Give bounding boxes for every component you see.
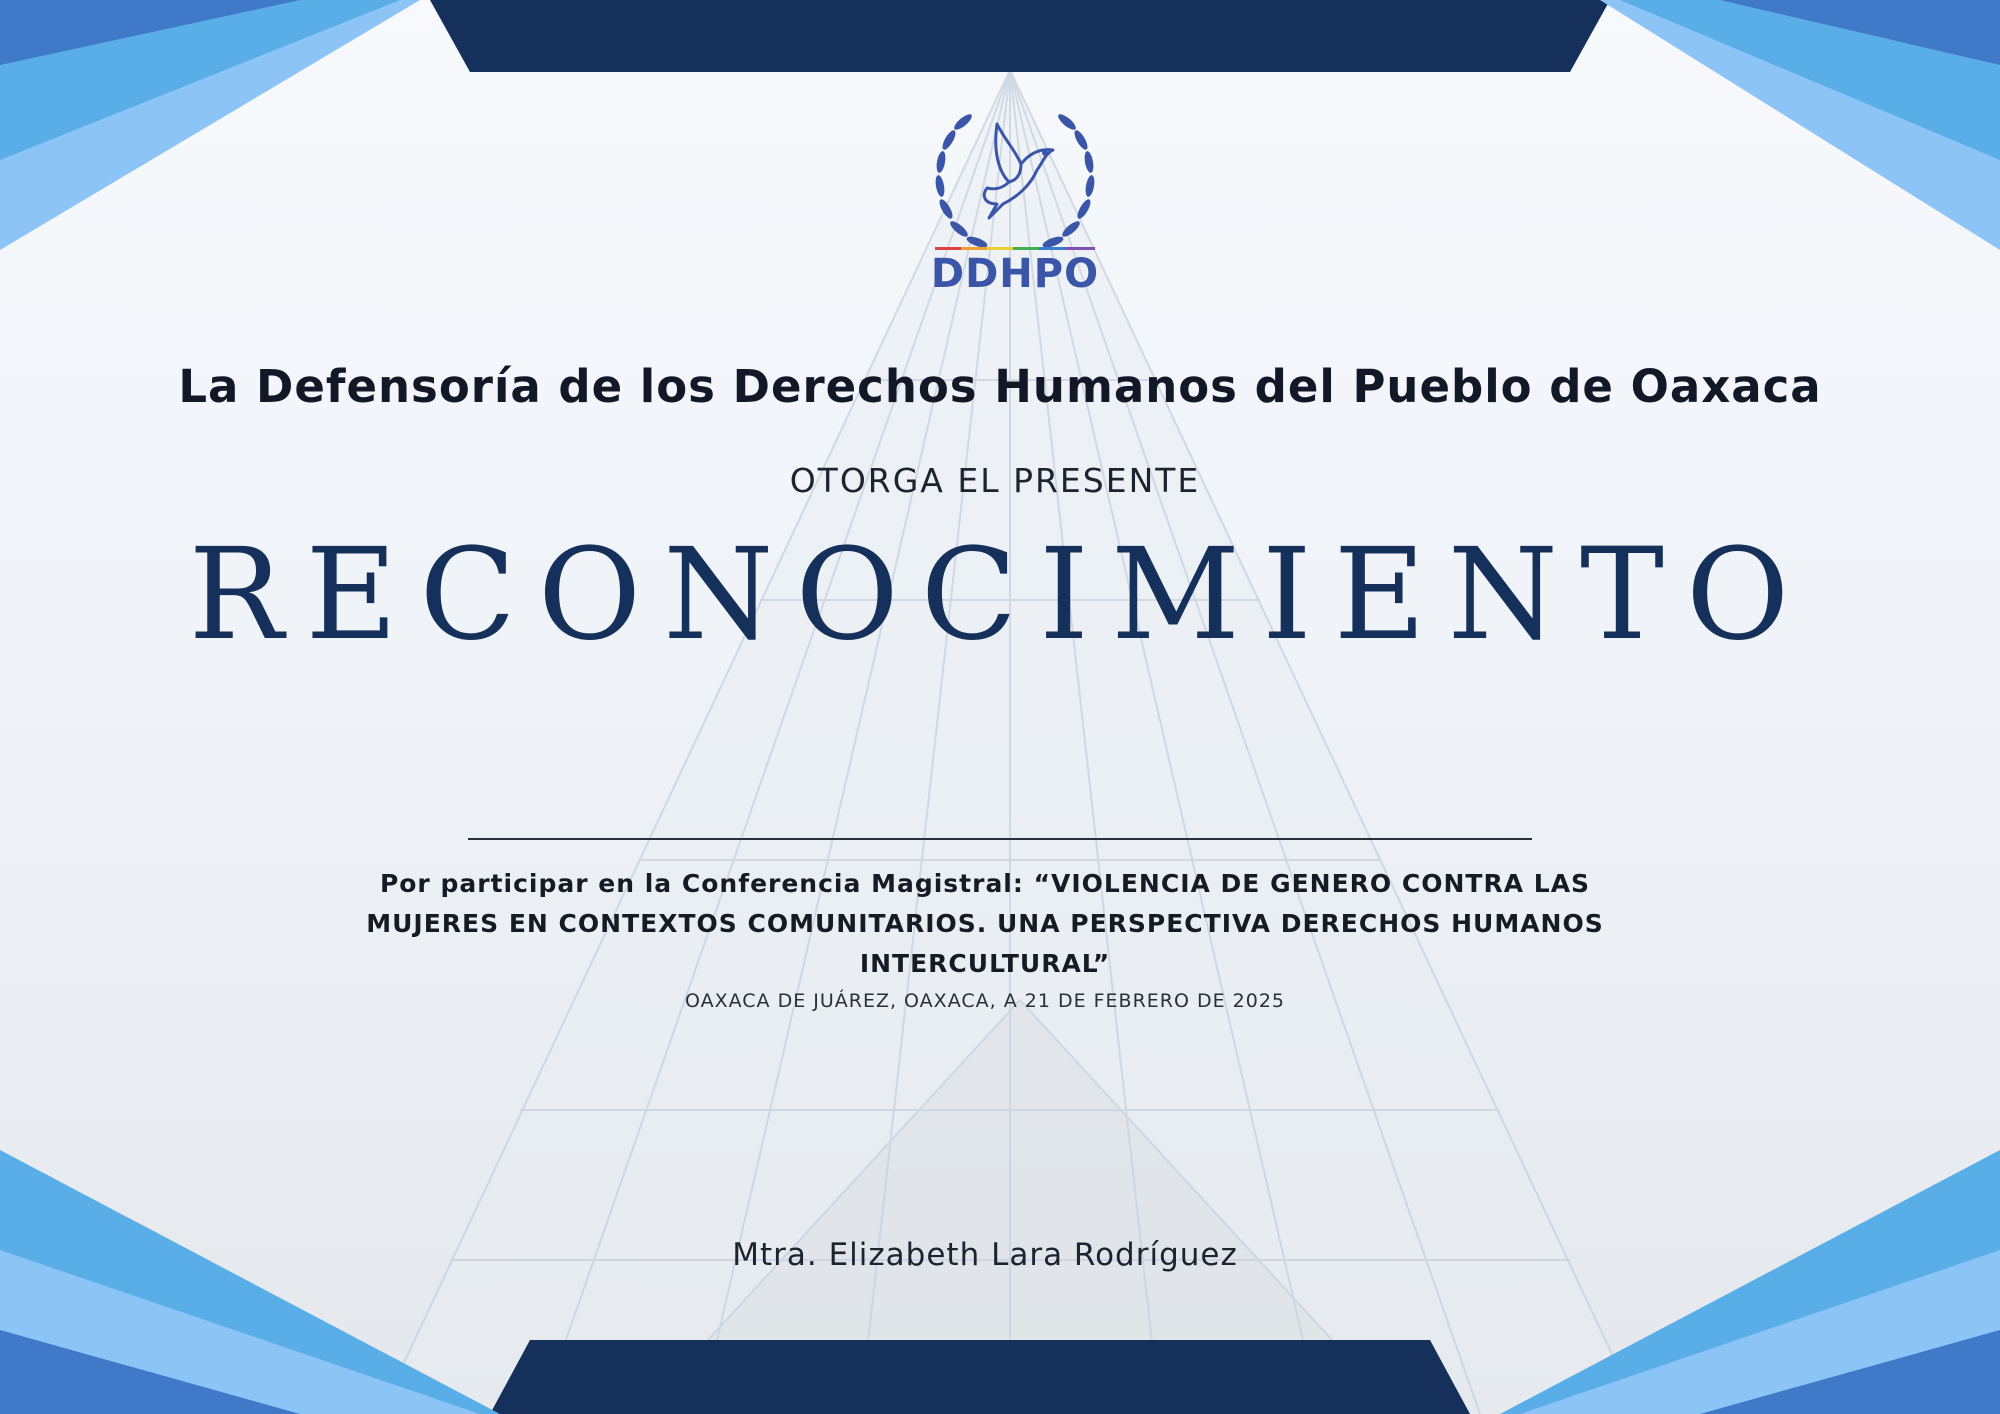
logo-wordmark: DDHPO [930,251,1100,297]
bottom-navy-bar [490,1340,1470,1414]
top-navy-bar [430,0,1610,72]
certificate-title: RECONOCIMIENTO [188,521,1812,668]
place-date: OAXACA DE JUÁREZ, OAXACA, A 21 DE FEBRERO DE 2025 [684,990,1286,1012]
grants-text: OTORGA EL PRESENTE [789,461,1201,500]
signer-name: Mtra. Elizabeth Lara Rodríguez [732,1237,1238,1273]
organization-name: La Defensoría de los Derechos Humanos del Pueblo de Oaxaca [178,360,1822,413]
recipient-name-line [468,838,1532,840]
participation-text: Por participar en la Conferencia Magistral: “VIOLENCIA DE GENERO CONTRA LAS MUJERES EN CONTEXTOS COMUNITARIOS. UNA PERSPECTIVA DERECHOS HUMANOS INTERCULTURAL” [366,869,1604,978]
